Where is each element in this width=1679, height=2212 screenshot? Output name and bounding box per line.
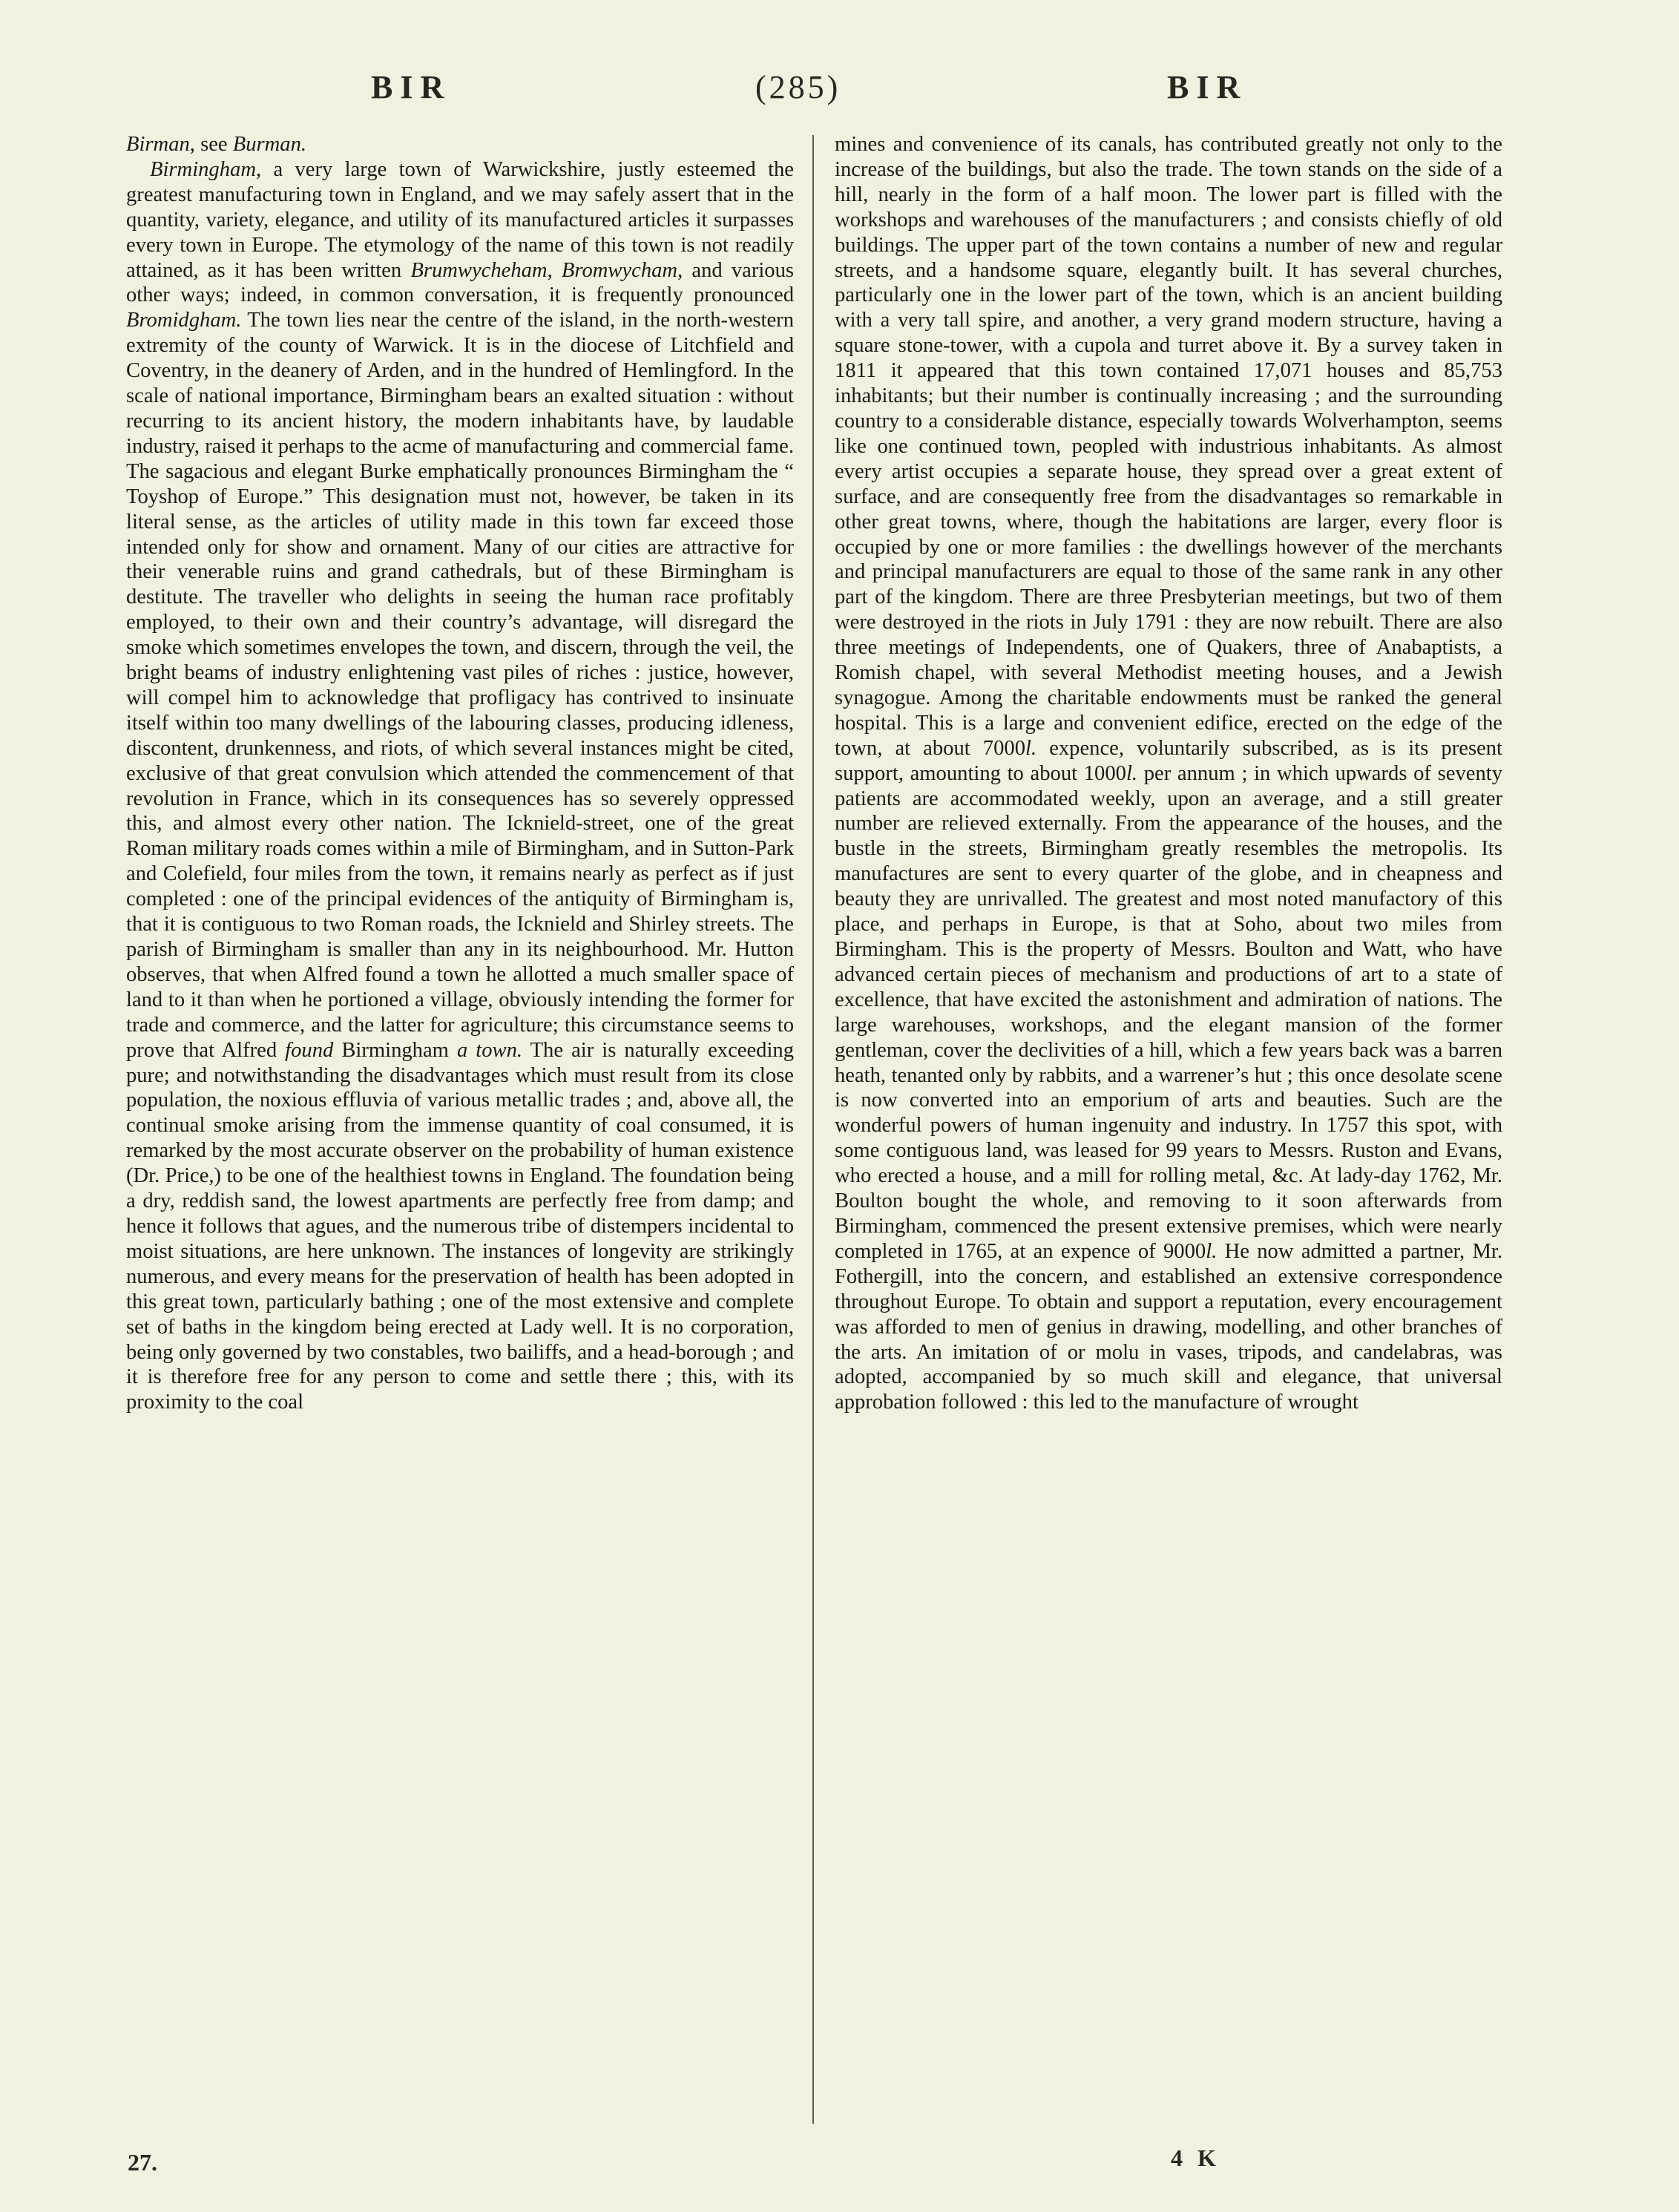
- entry-term: Birman: [126, 133, 190, 156]
- entry-text: , and various other ways; indeed, in common conversation, it is frequently pronounced: [126, 258, 795, 307]
- page-number: (285): [755, 69, 841, 105]
- cross-reference: Burman.: [232, 133, 307, 156]
- currency-pound: l.: [1206, 1239, 1218, 1263]
- signature-mark: 4 K: [1171, 2144, 1220, 2171]
- entry-text: The air is naturally exceeding pure; and notwithstanding the disadvantages which must result from its close population, the noxious effluvia of various metallic trades ; and, above all, the continual smoke arising from the immense quantity of coal consumed, it is remarked by the most accurate observer on the probability of human existence (Dr. Price,) to be one of the healthiest towns in England. The foundation being a dry, reddish sand, the lowest apartments are perfectly free from damp; and hence it follows that agues, and the numerous tribe of distempers incidental to moist situations, are here unknown. The instances of longevity are strikingly numerous, and every means for the preservation of health has been adopted in this great town, particularly bathing ; one of the most extensive and complete set of baths in the kingdom being erected at Lady well. It is no corporation, being only governed by two constables, two bailiffs, and a head-borough ; and it is therefore free for any person to come and settle there ; this, with its proximity to the coal: [126, 1038, 794, 1414]
- entry-birmingham: [126, 157, 794, 1415]
- currency-pound: l.: [1126, 761, 1138, 785]
- entry-text: , a very large town of Warwickshire, justly esteemed the greatest manufacturing town in England, and we may safely assert that in the quantity, variety, elegance, and utility of its manufactured articles it surpasses every town in Europe. The etymology of the name of this town is not readily attained, as it has been written: [126, 157, 794, 282]
- emphasis: a town.: [456, 1038, 523, 1062]
- entry-text: He now admitted a partner, Mr. Fothergill, into the concern, and established an extensive correspondence throughout Europe. To obtain and support a reputation, every encouragement was afforded to men of genius in drawing, modelling, and other branches of the arts. An imitation of or molu in vases, tripods, and candelabras, was adopted, accompanied by so much skill and elegance, that universal approbation followed : this led to the manufacture of wrought: [835, 1239, 1502, 1414]
- variant-name: Bromidgham.: [126, 309, 242, 332]
- volume-number: 27.: [128, 2149, 157, 2176]
- entry-text: The town lies near the centre of the island, in the north-western extremity of the county of Warwick. It is in the diocese of Litchfield and Coventry, in the deanery of Arden, and in the hundred of Hemlingford. In the scale of national importance, Birmingham bears an exalted situation : without recurring to its ancient history, the modern inhabitants have, by laudable industry, raised it perhaps to the acme of manufacturing and commercial fame. The sagacious and elegant Burke emphatically pronounces Birmingham the “ Toyshop of Europe.” This designation must not, however, be taken in its literal sense, as the articles of utility made in this town far exceed those intended only for show and ornament. Many of our cities are attractive for their venerable ruins and grand cathedrals, but of these Birmingham is destitute. The traveller who delights in seeing the human race profitably employed, to their own and their country’s advantage, will disregard the smoke which sometimes envelopes the town, and discern, through the veil, the bright beams of industry enlightening vast piles of riches : justice, however, will compel him to acknowledge that profligacy has contrived to insinuate itself within too many dwellings of the labouring classes, producing idleness, discontent, drunkenness, and riots, of which several instances might be cited, exclusive of that great convulsion which attended the commencement of that revolution in France, which in its consequences has so severely oppressed this, and almost every other nation. The Icknield-street, one of the great Roman military roads comes within a mile of Birmingham, and in Sutton-Park and Colefield, four miles from the town, it remains nearly as perfect as if just completed : one of the principal evidences of the antiquity of Birmingham is, that it is contiguous to two Roman roads, the Icknield and Shirley streets. The parish of Birmingham is smaller than any in its neighbourhood. Mr. Hutton observes, that when Alfred found a town he allotted a much smaller space of land to it than when he portioned a village, obviously intending the former for trade and commerce, and the latter for agriculture; this circumstance seems to prove that Alfred: [126, 309, 794, 1062]
- variant-name: Brumwycheham: [410, 258, 548, 282]
- entry-birman: [126, 132, 794, 157]
- entry-text: , see: [189, 133, 233, 156]
- emphasis: found: [285, 1038, 334, 1062]
- right-column: [835, 132, 1502, 1415]
- entry-text: per annum ; in which upwards of seventy patients are accommodated weekly, upon an average, and a still greater number are relieved externally. From the appearance of the houses, and the bustle in the streets, Birmingham greatly resembles the metropolis. Its manufactures are sent to every quarter of the globe, and in cheapness and beauty they are unrivalled. The greatest and most noted manufactory of this place, and perhaps in Europe, is that at Soho, about two miles from Birmingham. This is the property of Messrs. Boulton and Watt, who have advanced certain pieces of mechanism and productions of art to a state of excellence, that have excited the astonishment and admiration of nations. The large warehouses, workshops, and the elegant mansion of the former gentleman, cover the declivities of a hill, which a few years back was a barren heath, tenanted only by rabbits, and a warrener’s hut ; this once desolate scene is now converted into an emporium of arts and beauties. Such are the wonderful powers of human ingenuity and industry. In 1757 this spot, with some contiguous land, was leased for 99 years to Messrs. Ruston and Evans, who erected a house, and a mill for rolling metal, &c. At lady-day 1762, Mr. Boulton bought the whole, and removing to it soon afterwards from Birmingham, commenced the present extensive premises, which were nearly completed in 1765, at an expence of 9000: [835, 761, 1502, 1263]
- entry-text: mines and convenience of its canals, has contributed greatly not only to the increase of the buildings, but also the trade. The town stands on the side of a hill, nearly in the form of a half moon. The lower part is filled with the workshops and warehouses of the manufacturers ; and consists chiefly of old buildings. The upper part of the town contains a number of new and regular streets, and a handsome square, elegantly built. It has several churches, particularly one in the lower part of the town, which is an ancient building with a very tall spire, and another, a very grand modern structure, having a square stone-tower, with a cupola and turret above it. By a survey taken in 1811 it appeared that this town contained 17,071 houses and 85,753 inhabitants; but their number is continually increasing ; and the surrounding country to a considerable distance, especially towards Wolverhampton, seems like one continued town, peopled with industrious inhabitants. As almost every artist occupies a separate house, they spread over a great extent of surface, and are consequently free from the disadvantages so remarkable in other great towns, where, though the habitations are larger, every floor is occupied by one or more families : the dwellings however of the merchants and principal manufacturers are equal to those of the same rank in any other part of the kingdom. There are three Presbyterian meetings, but two of them were destroyed in the riots in July 1791 : they are now rebuilt. There are also three meetings of Independents, one of Quakers, three of Anabaptists, a Romish chapel, with several Methodist meeting houses, and a Jewish synagogue. Among the charitable endowments must be ranked the general hospital. This is a large and convenient edifice, erected on the edge of the town, at about 7000: [835, 133, 1502, 760]
- running-header: [0, 68, 1679, 113]
- variant-name: Bromwycham: [561, 258, 678, 282]
- left-column: [126, 132, 794, 1415]
- currency-pound: l.: [1025, 736, 1037, 760]
- entry-text: Birmingham: [333, 1038, 457, 1062]
- header-right-catchword: BIR: [1167, 69, 1248, 105]
- column-divider: [812, 135, 814, 2124]
- entry-text: ,: [547, 258, 562, 282]
- header-left-catchword: BIR: [371, 69, 452, 105]
- entry-continuation: [835, 132, 1502, 1415]
- entry-term: Birmingham: [150, 157, 256, 181]
- entry-text: expence, voluntarily subscribed, as is its present support, amounting to about 1000: [835, 736, 1502, 785]
